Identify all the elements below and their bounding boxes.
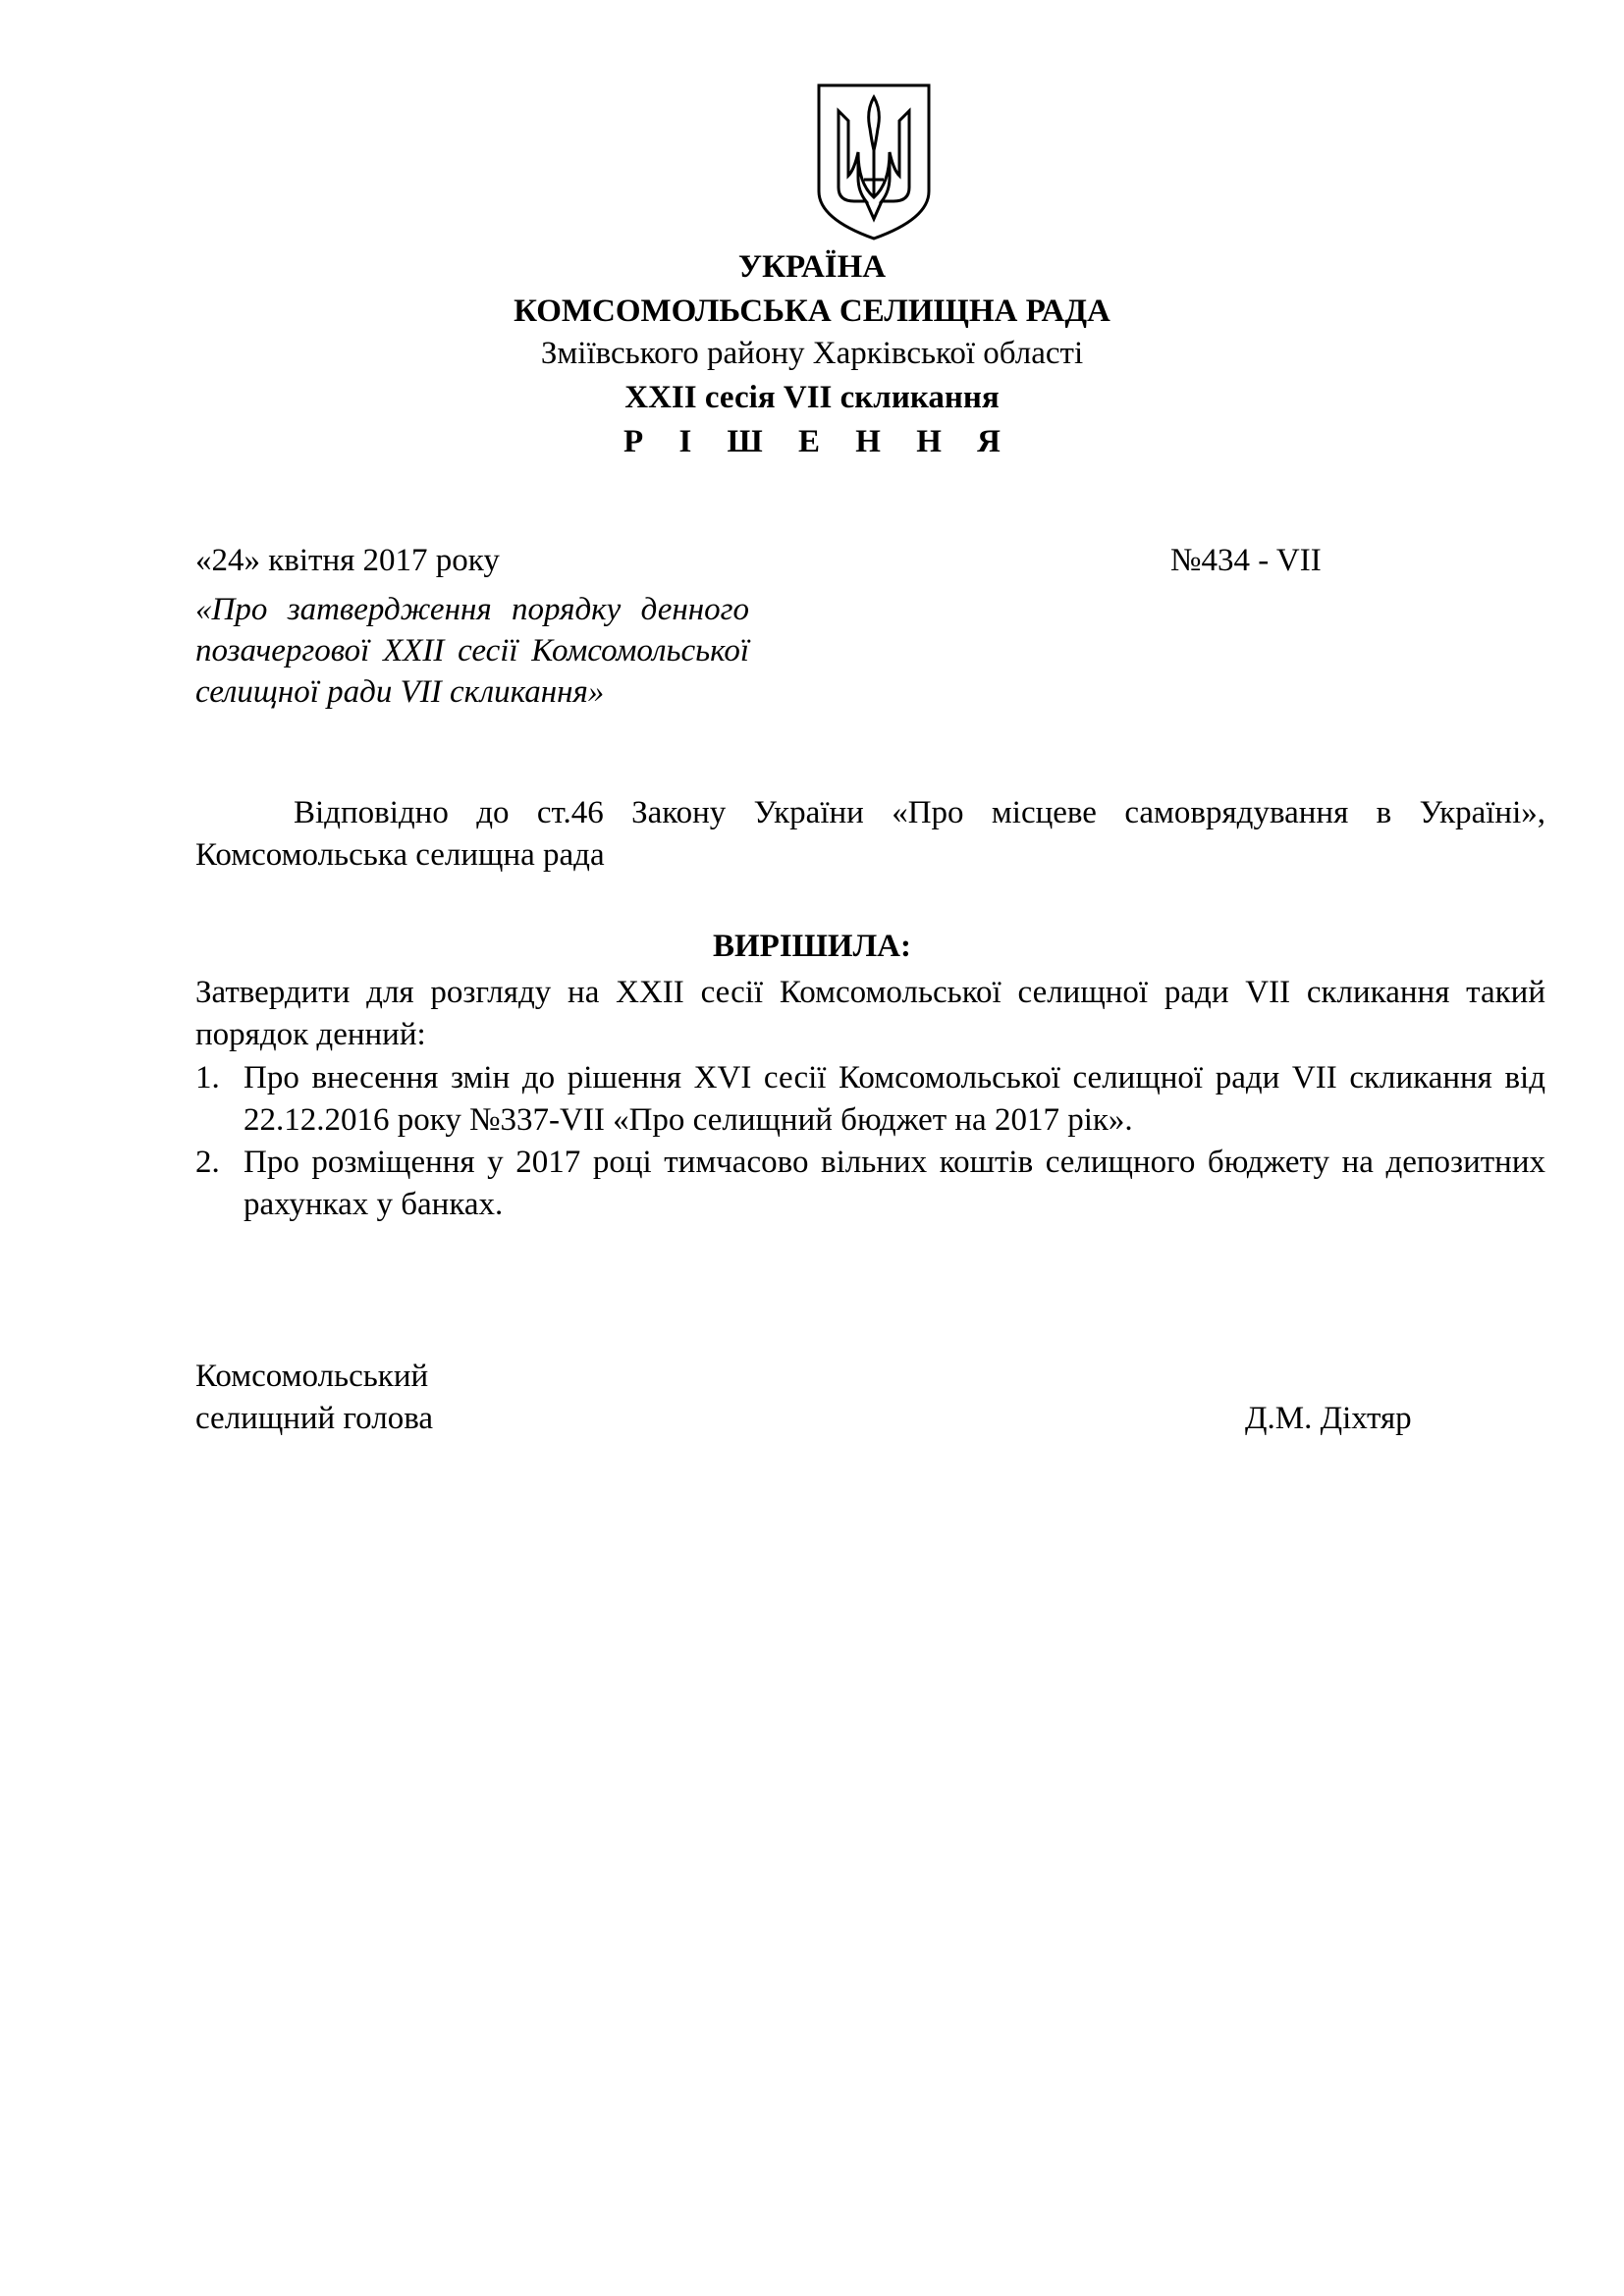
approve-paragraph: Затвердити для розгляду на XXII сесії Комсомольської селищної ради VII скликання такий порядок денний: [195, 975, 1545, 1052]
legal-basis-paragraph: Відповідно до ст.46 Закону України «Про місцеве самоврядування в Україні», Комсомольська селищна рада [195, 795, 1545, 873]
agenda-list [195, 1057, 1545, 1226]
region-subtitle: Зміївського району Харківської області [540, 336, 1084, 371]
signatory-title-line-2: селищний голова [195, 1401, 434, 1436]
document-type-title: Р І Ш Е Н Н Я [623, 424, 1014, 459]
signatory-name: Д.М. Діхтяр [1245, 1401, 1412, 1436]
signatory-title-line-1: Комсомольський [195, 1359, 429, 1394]
document-subject: «Про затвердження порядку денного позачергової XXII сесії Комсомольської селищної ради VII скликання» [195, 592, 749, 710]
session-title: XXII сесія VII скликання [624, 380, 1000, 415]
council-title: КОМСОМОЛЬСЬКА СЕЛИЩНА РАДА [514, 294, 1110, 329]
decision-heading: ВИРІШИЛА: [713, 929, 911, 964]
document-date: «24» квітня 2017 року [195, 543, 500, 578]
list-item-text: Про розміщення у 2017 році тимчасово вільних коштів селищного бюджету на депозитних рахунках у банках. [244, 1145, 1545, 1222]
list-item [195, 1142, 1545, 1226]
list-item [195, 1057, 1545, 1142]
document-number: №434 - VII [1170, 543, 1322, 578]
list-item-number: 2. [195, 1145, 220, 1180]
trident-coat-of-arms-icon [815, 81, 933, 241]
country-title: УКРАЇНА [737, 249, 887, 285]
signatory-title [195, 1356, 433, 1440]
list-item-text: Про внесення змін до рішення XVI сесії Комсомольської селищної ради VII скликання від 22.12.2016 року №337-VII «Про селищний бюджет на 2017 рік». [244, 1060, 1545, 1138]
list-item-number: 1. [195, 1060, 220, 1095]
